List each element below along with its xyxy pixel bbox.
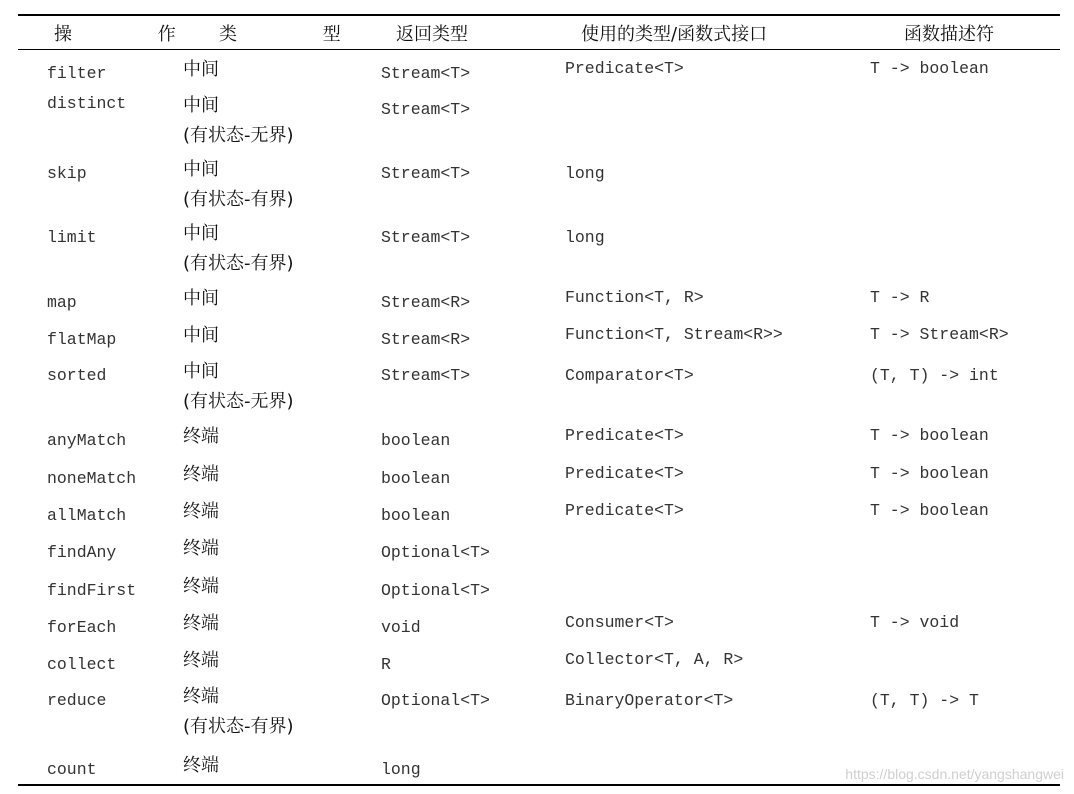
cell-type — [183, 321, 219, 351]
type-label: 终端 — [183, 576, 219, 597]
cell-operation: collect — [47, 655, 117, 674]
cell-type — [183, 609, 219, 639]
cell-type — [183, 682, 294, 742]
header-operation: 操 作 — [54, 24, 216, 45]
cell-interface: BinaryOperator<T> — [565, 691, 734, 710]
cell-interface: Predicate<T> — [565, 59, 684, 78]
cell-operation: findFirst — [47, 581, 137, 600]
type-label: 中间 — [183, 95, 219, 116]
cell-type — [183, 422, 219, 452]
header-descriptor: 函数描述符 — [904, 24, 994, 45]
cell-return-type: void — [381, 618, 421, 637]
cell-type — [183, 497, 219, 527]
cell-return-type: Stream<R> — [381, 330, 471, 349]
type-label: 终端 — [183, 426, 219, 447]
cell-type — [183, 155, 294, 215]
table-header-rule — [18, 49, 1060, 50]
cell-return-type: Stream<T> — [381, 228, 471, 247]
cell-return-type: Optional<T> — [381, 691, 490, 710]
cell-return-type: long — [381, 760, 421, 779]
cell-type — [183, 91, 294, 151]
cell-operation: count — [47, 760, 97, 779]
cell-return-type: Stream<R> — [381, 293, 471, 312]
cell-type — [183, 572, 219, 602]
cell-descriptor: T -> boolean — [870, 501, 989, 520]
type-label: 中间 — [183, 288, 219, 309]
cell-descriptor: T -> boolean — [870, 426, 989, 445]
cell-type — [183, 534, 219, 564]
type-note: (有状态-无界) — [183, 391, 294, 412]
type-note: (有状态-有界) — [183, 189, 294, 210]
cell-descriptor: (T, T) -> T — [870, 691, 979, 710]
cell-interface: Predicate<T> — [565, 426, 684, 445]
watermark-url: https://blog.csdn.net/yangshangwei — [845, 766, 1064, 782]
type-label: 中间 — [183, 325, 219, 346]
cell-operation: limit — [47, 228, 97, 247]
cell-type — [183, 646, 219, 676]
cell-operation: noneMatch — [47, 469, 137, 488]
type-note: (有状态-有界) — [183, 253, 294, 274]
cell-return-type: Optional<T> — [381, 581, 490, 600]
cell-operation: map — [47, 293, 77, 312]
table-top-rule — [18, 14, 1060, 16]
cell-descriptor: T -> void — [870, 613, 960, 632]
cell-operation: findAny — [47, 543, 117, 562]
cell-type — [183, 284, 219, 314]
cell-operation: filter — [47, 64, 107, 83]
cell-operation: reduce — [47, 691, 107, 710]
cell-return-type: Optional<T> — [381, 543, 490, 562]
type-label: 终端 — [183, 501, 219, 522]
cell-interface: Consumer<T> — [565, 613, 674, 632]
cell-return-type: Stream<T> — [381, 100, 471, 119]
cell-operation: forEach — [47, 618, 117, 637]
cell-type — [183, 460, 219, 490]
cell-type — [183, 751, 219, 781]
cell-type — [183, 357, 294, 417]
cell-operation: sorted — [47, 366, 107, 385]
cell-descriptor: T -> Stream<R> — [870, 325, 1009, 344]
cell-return-type: boolean — [381, 431, 451, 450]
cell-interface: long — [565, 164, 605, 183]
cell-operation: skip — [47, 164, 87, 183]
cell-interface: Collector<T, A, R> — [565, 650, 744, 669]
type-label: 中间 — [183, 159, 219, 180]
cell-descriptor: T -> boolean — [870, 464, 989, 483]
cell-operation: allMatch — [47, 506, 127, 525]
table-bottom-rule — [18, 784, 1060, 786]
header-functional-interface: 使用的类型/函数式接口 — [581, 24, 768, 45]
cell-type — [183, 219, 294, 279]
type-label: 终端 — [183, 650, 219, 671]
cell-return-type: R — [381, 655, 391, 674]
cell-return-type: Stream<T> — [381, 164, 471, 183]
type-label: 终端 — [183, 755, 219, 776]
type-label: 中间 — [183, 59, 219, 80]
header-return-type: 返回类型 — [396, 24, 468, 45]
cell-interface: Function<T, R> — [565, 288, 704, 307]
cell-descriptor: T -> boolean — [870, 59, 989, 78]
cell-interface: Predicate<T> — [565, 501, 684, 520]
cell-descriptor: T -> R — [870, 288, 930, 307]
cell-return-type: boolean — [381, 469, 451, 488]
type-note: (有状态-有界) — [183, 716, 294, 737]
type-label: 中间 — [183, 361, 219, 382]
type-note: (有状态-无界) — [183, 125, 294, 146]
type-label: 终端 — [183, 464, 219, 485]
cell-operation: anyMatch — [47, 431, 127, 450]
type-label: 中间 — [183, 223, 219, 244]
header-type: 类 型 — [219, 24, 381, 45]
type-label: 终端 — [183, 538, 219, 559]
cell-return-type: Stream<T> — [381, 366, 471, 385]
cell-interface: long — [565, 228, 605, 247]
type-label: 终端 — [183, 686, 219, 707]
cell-return-type: Stream<T> — [381, 64, 471, 83]
cell-operation: flatMap — [47, 330, 117, 349]
cell-operation: distinct — [47, 94, 127, 113]
type-label: 终端 — [183, 613, 219, 634]
cell-interface: Function<T, Stream<R>> — [565, 325, 783, 344]
cell-type — [183, 55, 219, 85]
cell-interface: Predicate<T> — [565, 464, 684, 483]
cell-interface: Comparator<T> — [565, 366, 694, 385]
cell-return-type: boolean — [381, 506, 451, 525]
cell-descriptor: (T, T) -> int — [870, 366, 999, 385]
